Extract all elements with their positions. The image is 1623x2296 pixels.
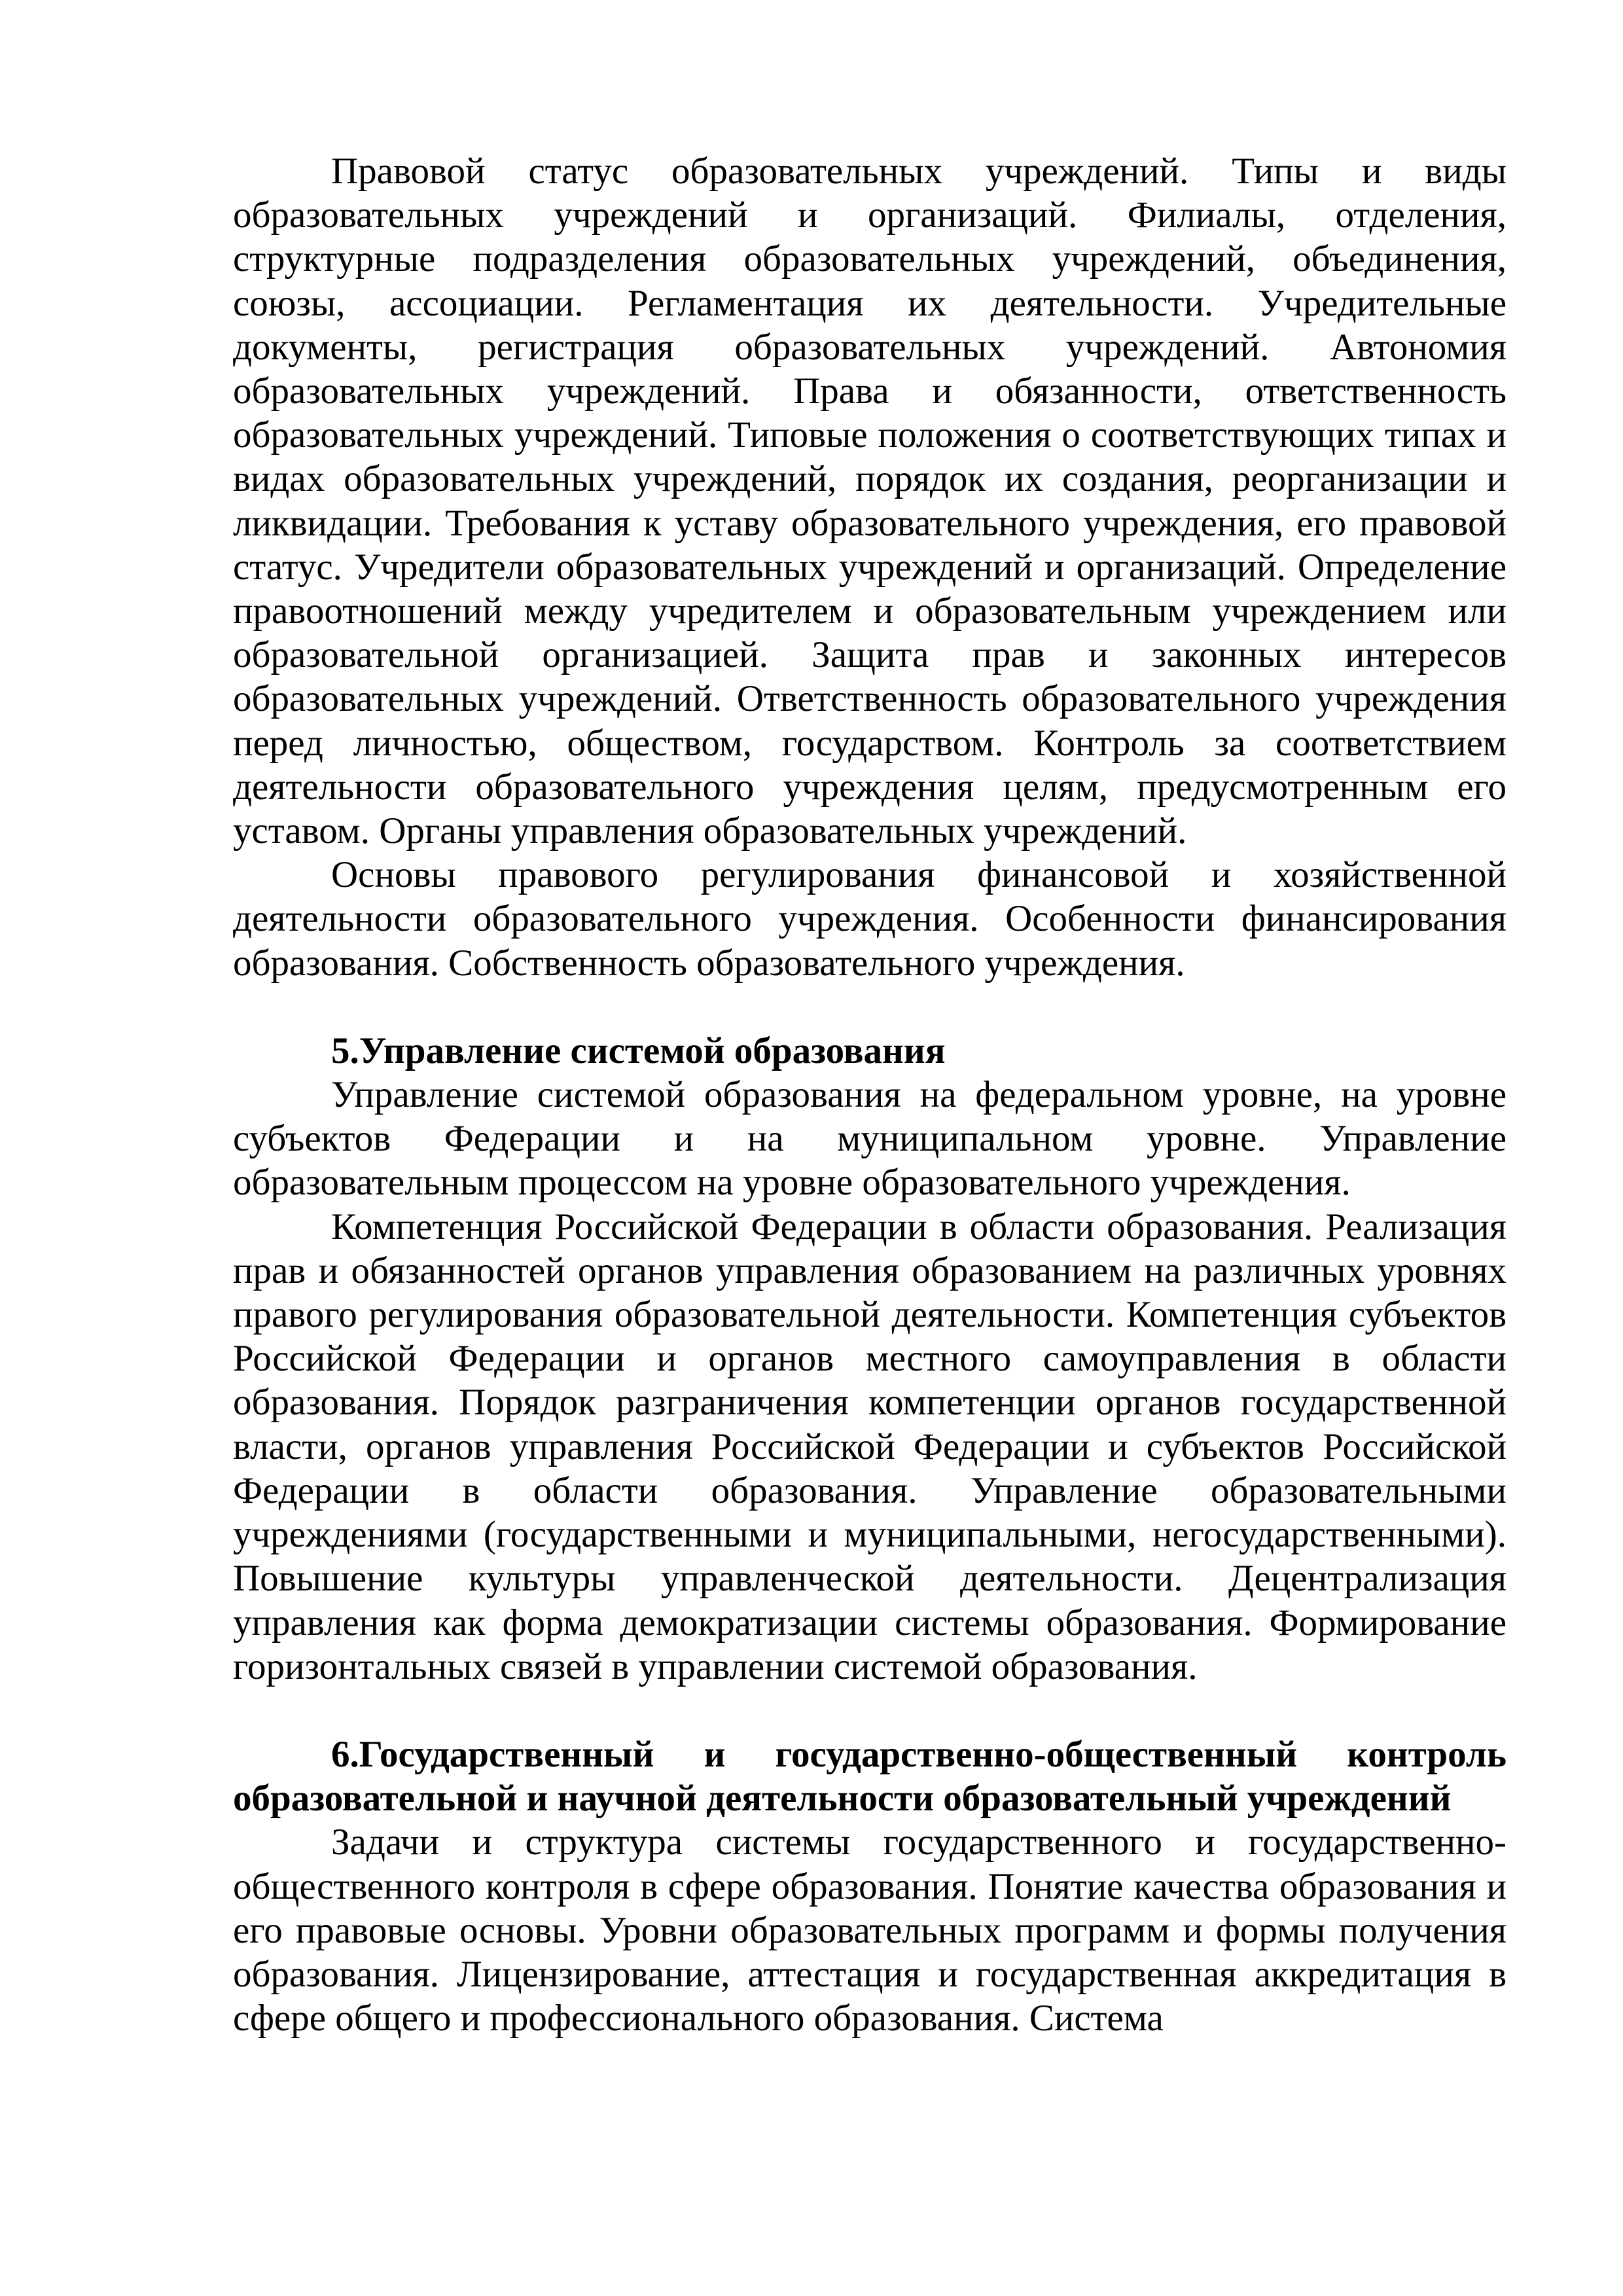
section-spacer [233, 1689, 1507, 1732]
document-page [233, 149, 1507, 2040]
paragraph-legal-status: Правовой статус образовательных учреждений. Типы и виды образовательных учреждений и организаций. Филиалы, отделения, структурные подразделения образовательных учреждений, объединения, союзы, ассоциации. Регламентация их деятельности. Учредительные документы, регистрация образовательных учреждений. Автономия образовательных учреждений. Права и обязанности, ответственность образовательных учреждений. Типовые положения о соответствующих типах и видах образовательных учреждений, порядок их создания, реорганизации и ликвидации. Требования к уставу образовательного учреждения, его правовой статус. Учредители образовательных учреждений и организаций. Определение правоотношений между учредителем и образовательным учреждением или образовательной организацией. Защита прав и законных интересов образовательных учреждений. Ответственность образовательного учреждения перед личностью, обществом, государством. Контроль за соответствием деятельности образовательного учреждения целям, предусмотренным его уставом. Органы управления образовательных учреждений. [233, 151, 1507, 852]
paragraph-management-levels: Управление системой образования на федеральном уровне, на уровне субъектов Федерации и на муниципальном уровне. Управление образовательным процессом на уровне образовательного учреждения. [233, 1074, 1507, 1204]
heading-section-5: 5.Управление системой образования [331, 1030, 946, 1071]
paragraph-control-system: Задачи и структура системы государственного и государственно-общественного контроля в сфере образования. Понятие качества образования и его правовые основы. Уровни образовательных программ и формы получения образования. Лицензирование, аттестация и государственная аккредитация в сфере общего и профессионального образования. Система [233, 1821, 1507, 2039]
paragraph-financial-regulation: Основы правового регулирования финансовой и хозяйственной деятельности образовательного учреждения. Особенности финансирования образования. Собственность образовательного учреждения. [233, 854, 1507, 984]
section-spacer [233, 985, 1507, 1029]
heading-section-6: 6.Государственный и государственно-общественный контроль образовательной и научной деятельности образовательный учреждений [233, 1733, 1507, 1820]
paragraph-federation-competence: Компетенция Российской Федерации в области образования. Реализация прав и обязанностей органов управления образованием на различных уровнях правого регулирования образовательной деятельности. Компетенция субъектов Российской Федерации и органов местного самоуправления в области образования. Порядок разграничения компетенции органов государственной власти, органов управления Российской Федерации и субъектов Российской Федерации в области образования. Управление образовательными учреждениями (государственными и муниципальными, негосударственными). Повышение культуры управленческой деятельности. Децентрализация управления как форма демократизации системы образования. Формирование горизонтальных связей в управлении системой образования. [233, 1206, 1507, 1687]
